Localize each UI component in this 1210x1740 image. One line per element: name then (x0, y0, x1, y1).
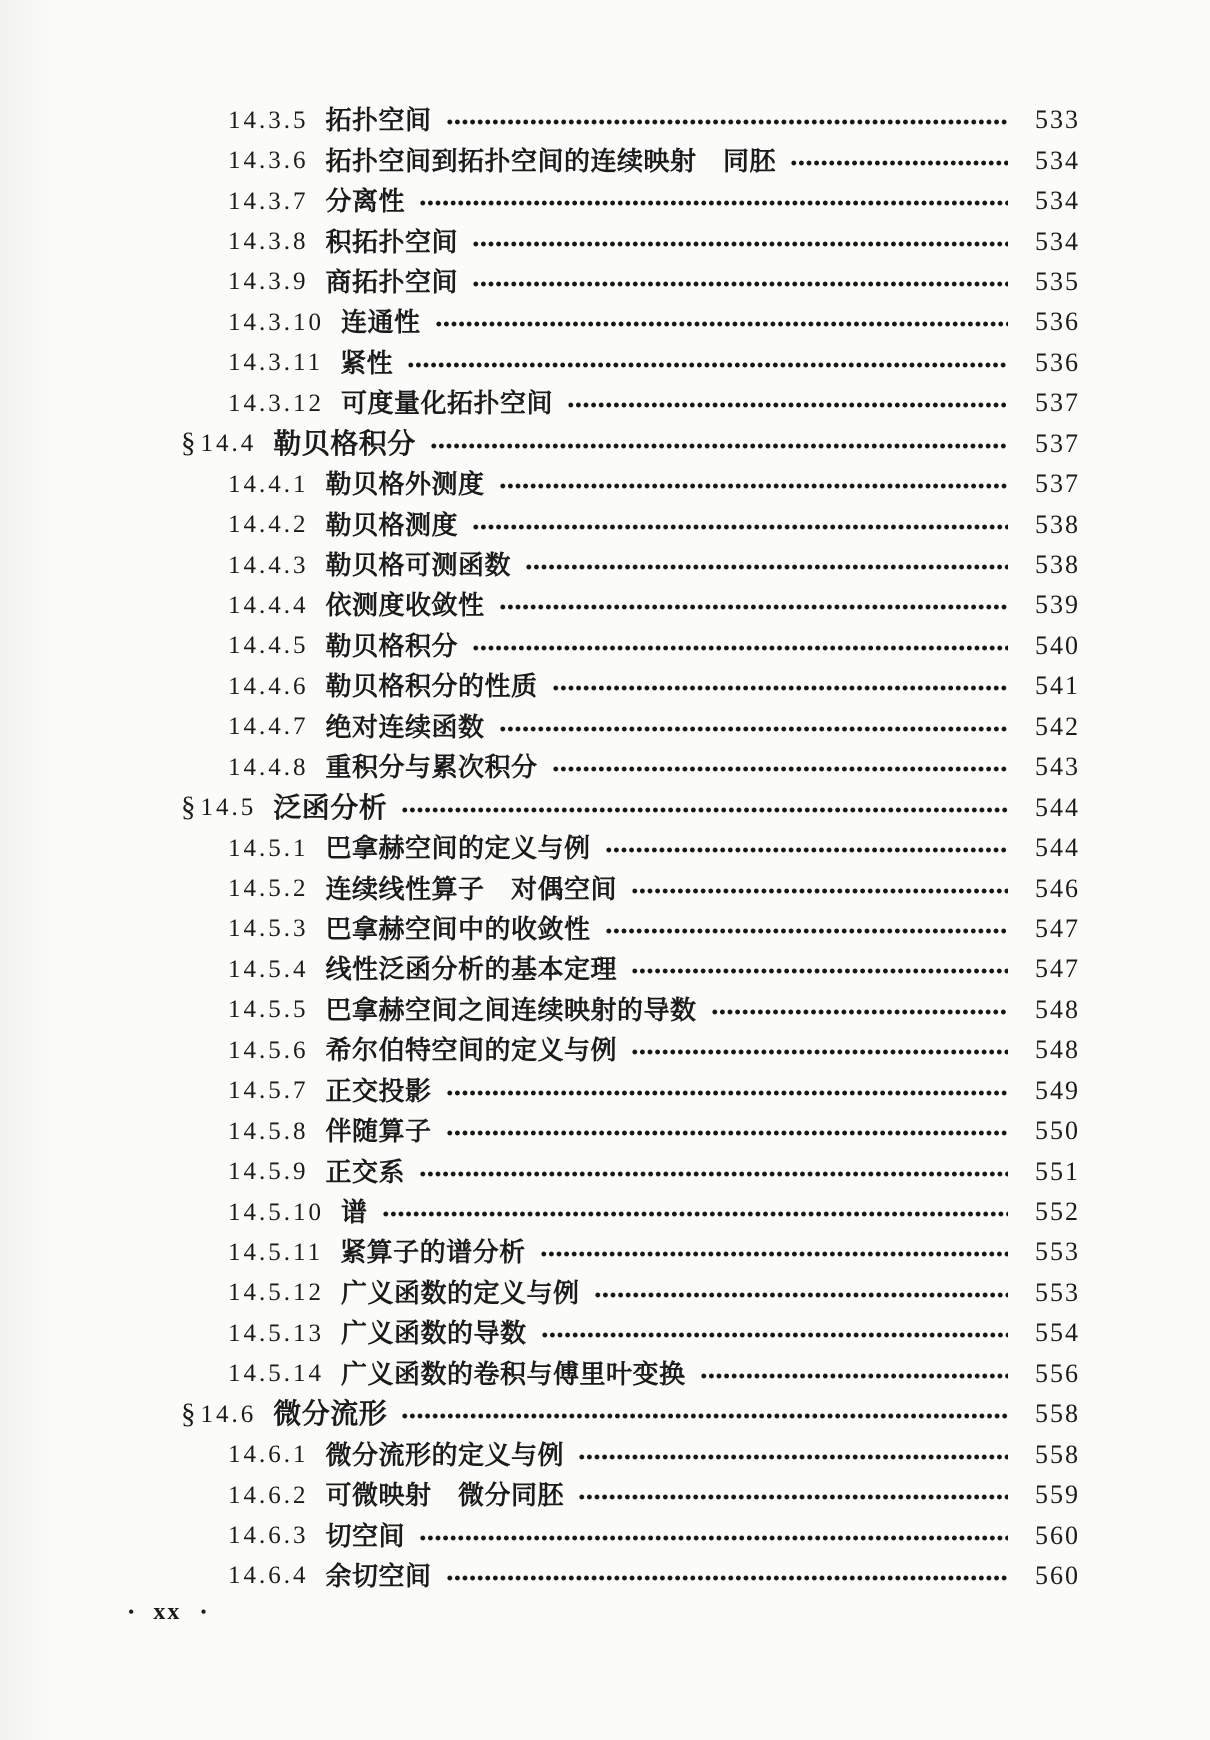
toc-entry-page: 552 (1035, 1197, 1080, 1227)
toc-entry-number: 14.4.6 (228, 672, 309, 700)
toc-entry-number: 14.5.5 (228, 996, 309, 1024)
toc-entry-page: 543 (1035, 752, 1080, 782)
toc-entry-title: 积拓扑空间 (325, 226, 459, 257)
toc-entry-page: 546 (1035, 873, 1080, 903)
dot-leader (594, 1291, 1008, 1299)
dot-leader (631, 887, 1008, 895)
toc-entry-page: 537 (1035, 388, 1080, 418)
toc-entry-page: 536 (1035, 347, 1080, 377)
dot-leader (605, 846, 1008, 854)
toc-entry-number: 14.3.5 (228, 106, 309, 134)
toc-entry-page: 537 (1035, 428, 1080, 458)
toc-entry-number: 14.5.9 (228, 1158, 309, 1186)
toc-entry-title: 勒贝格可测函数 (325, 550, 512, 581)
dot-leader (446, 118, 1008, 126)
toc-entry-number: 14.4.1 (228, 470, 309, 498)
toc-entry-number: 14.5.13 (228, 1319, 324, 1347)
toc-entry-title: 正交投影 (325, 1075, 432, 1106)
toc-entry (0, 504, 1080, 544)
toc-entry-number: 14.3.6 (228, 147, 309, 175)
dot-leader (499, 482, 1008, 490)
toc-entry (0, 1354, 1080, 1394)
dot-leader (407, 361, 1008, 369)
toc-entry (0, 343, 1080, 383)
dot-leader (700, 1372, 1008, 1380)
toc-entry-page: 535 (1035, 266, 1080, 296)
toc-entry-page: 533 (1035, 105, 1080, 135)
dot-leader (401, 806, 1008, 814)
toc-entry-page: 550 (1035, 1116, 1080, 1146)
toc-entry-page: 547 (1035, 913, 1080, 943)
toc-entry (0, 787, 1080, 827)
dot-leader (430, 442, 1008, 450)
toc-entry-page: 538 (1035, 550, 1080, 580)
toc-entry-title: 连续线性算子 对偶空间 (325, 873, 618, 904)
toc-entry-number: 14.4.7 (228, 713, 309, 741)
toc-entry-number: 14.4 (200, 430, 257, 458)
toc-entry (0, 828, 1080, 868)
toc-entry-number: 14.5.12 (228, 1279, 324, 1307)
toc-entry-page: 539 (1035, 590, 1080, 620)
toc-entry-title: 泛函分析 (273, 791, 388, 823)
toc-entry-title: 绝对连续函数 (325, 711, 485, 742)
toc-entry (0, 747, 1080, 787)
toc-entry (0, 1151, 1080, 1191)
toc-entry-page: 551 (1035, 1156, 1080, 1186)
toc-entry-page: 548 (1035, 1035, 1080, 1065)
toc-entry-number: 14.6.2 (228, 1481, 309, 1509)
toc-entry (0, 707, 1080, 747)
toc-entry-page: 548 (1035, 994, 1080, 1024)
toc-entry-title: 微分流形的定义与例 (325, 1439, 565, 1470)
toc-entry-page: 538 (1035, 509, 1080, 539)
toc-entry-title: 可微映射 微分同胚 (325, 1480, 565, 1511)
toc-entry-page: 558 (1035, 1439, 1080, 1469)
dot-leader (472, 280, 1008, 288)
dot-leader (711, 1008, 1008, 1016)
dot-leader (472, 240, 1008, 248)
toc-entry-number: 14.5.14 (228, 1360, 324, 1388)
toc-entry-number: 14.4.4 (228, 591, 309, 619)
toc-entry (0, 1434, 1080, 1474)
toc-entry-number: 14.3.12 (228, 389, 324, 417)
dot-leader (631, 1048, 1008, 1056)
page-footer (128, 1600, 207, 1624)
dot-leader (540, 1250, 1008, 1258)
toc-entry-number: 14.5.4 (228, 955, 309, 983)
toc-entry (0, 545, 1080, 585)
toc-entry-title: 勒贝格积分的性质 (325, 671, 538, 702)
toc-entry (0, 140, 1080, 180)
toc-entry-page: 558 (1035, 1399, 1080, 1429)
toc-entry-title: 紧性 (340, 347, 394, 378)
dot-leader (435, 320, 1008, 328)
toc-entry-title: 勒贝格积分 (325, 630, 459, 661)
toc-entry-number: 14.3.8 (228, 228, 309, 256)
toc-entry-title: 依测度收敛性 (325, 590, 485, 621)
dot-leader (499, 603, 1008, 611)
toc-entry-title: 勒贝格积分 (273, 427, 416, 459)
toc-entry (0, 1232, 1080, 1272)
toc-entry-title: 重积分与累次积分 (325, 752, 538, 783)
toc-entry (0, 1475, 1080, 1515)
toc-entry (0, 1313, 1080, 1353)
toc-entry-title: 紧算子的谱分析 (340, 1237, 526, 1268)
toc-entry (0, 221, 1080, 261)
toc-entry-number: 14.6 (200, 1400, 257, 1428)
dot-leader (401, 1412, 1008, 1420)
dot-leader (499, 725, 1008, 733)
dot-leader (525, 563, 1008, 571)
toc-entry-title: 伴随算子 (325, 1116, 432, 1147)
toc-entry-number: 14.5.3 (228, 915, 309, 943)
toc-entry-number: 14.6.4 (228, 1562, 309, 1590)
toc-entry-title: 拓扑空间到拓扑空间的连续映射 同胚 (325, 145, 777, 176)
toc-entry-number: 14.4.2 (228, 511, 309, 539)
toc-entry-page: 541 (1035, 671, 1080, 701)
toc-entry (0, 949, 1080, 989)
dot-leader (567, 401, 1008, 409)
toc-entry-page: 534 (1035, 186, 1080, 216)
toc-entry (0, 181, 1080, 221)
toc-entry (0, 424, 1080, 464)
toc-entry-title: 线性泛函分析的基本定理 (325, 954, 618, 985)
toc-entry-number: 14.5.11 (228, 1238, 324, 1266)
toc-entry-number: 14.6.3 (228, 1522, 309, 1550)
toc-entry-page: 544 (1035, 833, 1080, 863)
toc-entry-title: 巴拿赫空间中的收敛性 (325, 913, 591, 944)
toc-entry (0, 1273, 1080, 1313)
section-mark: § (181, 427, 196, 460)
toc-entry-number: 14.5.7 (228, 1077, 309, 1105)
toc-entry-number: 14.4.5 (228, 632, 309, 660)
toc-entry (0, 626, 1080, 666)
toc-entry-title: 微分流形 (273, 1398, 388, 1430)
toc-entry-title: 巴拿赫空间之间连续映射的导数 (325, 994, 697, 1025)
toc-entry (0, 1030, 1080, 1070)
toc-entry-title: 广义函数的卷积与傅里叶变换 (341, 1358, 686, 1389)
toc-entry (0, 909, 1080, 949)
toc-entry-number: 14.4.3 (228, 551, 309, 579)
toc-entry-title: 切空间 (325, 1520, 406, 1551)
dot-leader (472, 644, 1008, 652)
dot-leader (541, 1331, 1008, 1339)
toc-entry-page: 537 (1035, 469, 1080, 499)
toc-entry-page: 547 (1035, 954, 1080, 984)
toc-entry-page: 544 (1035, 792, 1080, 822)
toc-entry-title: 广义函数的导数 (341, 1318, 527, 1349)
toc-entry-title: 巴拿赫空间的定义与例 (325, 833, 591, 864)
toc-entry-page: 554 (1035, 1318, 1080, 1348)
toc-entry-number: 14.5.2 (228, 875, 309, 903)
toc-entry (0, 100, 1080, 140)
toc-entry-title: 勒贝格测度 (325, 509, 459, 540)
toc-entry-title: 广义函数的定义与例 (341, 1277, 580, 1308)
toc-entry-number: 14.4.8 (228, 753, 309, 781)
footer-left-bullet: • (128, 1602, 135, 1622)
dot-leader (446, 1129, 1008, 1137)
toc-entry-number: 14.5.1 (228, 834, 309, 862)
toc-entry (0, 302, 1080, 342)
toc-entry-title: 拓扑空间 (325, 105, 432, 136)
section-mark: § (181, 791, 196, 824)
toc-entry-title: 商拓扑空间 (325, 266, 459, 297)
dot-leader (790, 159, 1008, 167)
dot-leader (419, 1170, 1008, 1178)
toc-entry-page: 556 (1035, 1358, 1080, 1388)
toc-entry-page: 553 (1035, 1237, 1080, 1267)
toc-entry-page: 549 (1035, 1075, 1080, 1105)
toc-entry (0, 1192, 1080, 1232)
toc-entry (0, 585, 1080, 625)
toc-entry-title: 分离性 (325, 186, 406, 217)
toc-entry (0, 262, 1080, 302)
dot-leader (382, 1210, 1008, 1218)
toc-entry-number: 14.3.11 (228, 349, 324, 377)
toc-entry (0, 1515, 1080, 1555)
toc-entry-number: 14.6.1 (228, 1441, 309, 1469)
toc-entry (0, 990, 1080, 1030)
footer-page-label: xx (153, 1599, 182, 1625)
toc-entry-title: 正交系 (325, 1156, 406, 1187)
dot-leader (578, 1493, 1008, 1501)
toc-entry-number: 14.3.10 (228, 308, 324, 336)
toc-entry (0, 1394, 1080, 1434)
dot-leader (552, 765, 1008, 773)
dot-leader (419, 1534, 1008, 1542)
toc-entry (0, 383, 1080, 423)
section-mark: § (181, 1397, 196, 1430)
toc-entry-page: 553 (1035, 1277, 1080, 1307)
toc-entry-number: 14.5.6 (228, 1036, 309, 1064)
toc-entry-number: 14.5.8 (228, 1117, 309, 1145)
toc-entry-page: 559 (1035, 1480, 1080, 1510)
dot-leader (552, 684, 1008, 692)
toc-entry-number: 14.3.9 (228, 268, 309, 296)
dot-leader (446, 1089, 1008, 1097)
toc-entry-page: 534 (1035, 226, 1080, 256)
toc-entry-page: 560 (1035, 1560, 1080, 1590)
toc-entry-page: 540 (1035, 630, 1080, 660)
toc-entry-title: 可度量化拓扑空间 (341, 388, 554, 419)
toc-entry-title: 希尔伯特空间的定义与例 (325, 1035, 618, 1066)
toc-entry-page: 542 (1035, 711, 1080, 741)
dot-leader (472, 523, 1008, 531)
toc-entry-title: 谱 (341, 1197, 368, 1228)
dot-leader (578, 1453, 1008, 1461)
toc-entry (0, 868, 1080, 908)
toc-entry-page: 536 (1035, 307, 1080, 337)
toc-entry-number: 14.3.7 (228, 187, 309, 215)
toc-entry-title: 余切空间 (325, 1560, 432, 1591)
toc-entry-number: 14.5.10 (228, 1198, 324, 1226)
toc-entry-title: 勒贝格外测度 (325, 469, 485, 500)
toc-entry-number: 14.5 (200, 794, 257, 822)
toc-entry (0, 464, 1080, 504)
toc-entry-title: 连通性 (341, 307, 421, 338)
toc-entry-page: 534 (1035, 145, 1080, 175)
toc-entry (0, 1556, 1080, 1596)
dot-leader (605, 927, 1008, 935)
dot-leader (419, 199, 1008, 207)
toc-entry (0, 666, 1080, 706)
footer-right-bullet: • (200, 1602, 207, 1622)
toc-entry (0, 1111, 1080, 1151)
dot-leader (446, 1574, 1008, 1582)
toc-entry-page: 560 (1035, 1520, 1080, 1550)
dot-leader (631, 967, 1008, 975)
toc-entry (0, 1071, 1080, 1111)
